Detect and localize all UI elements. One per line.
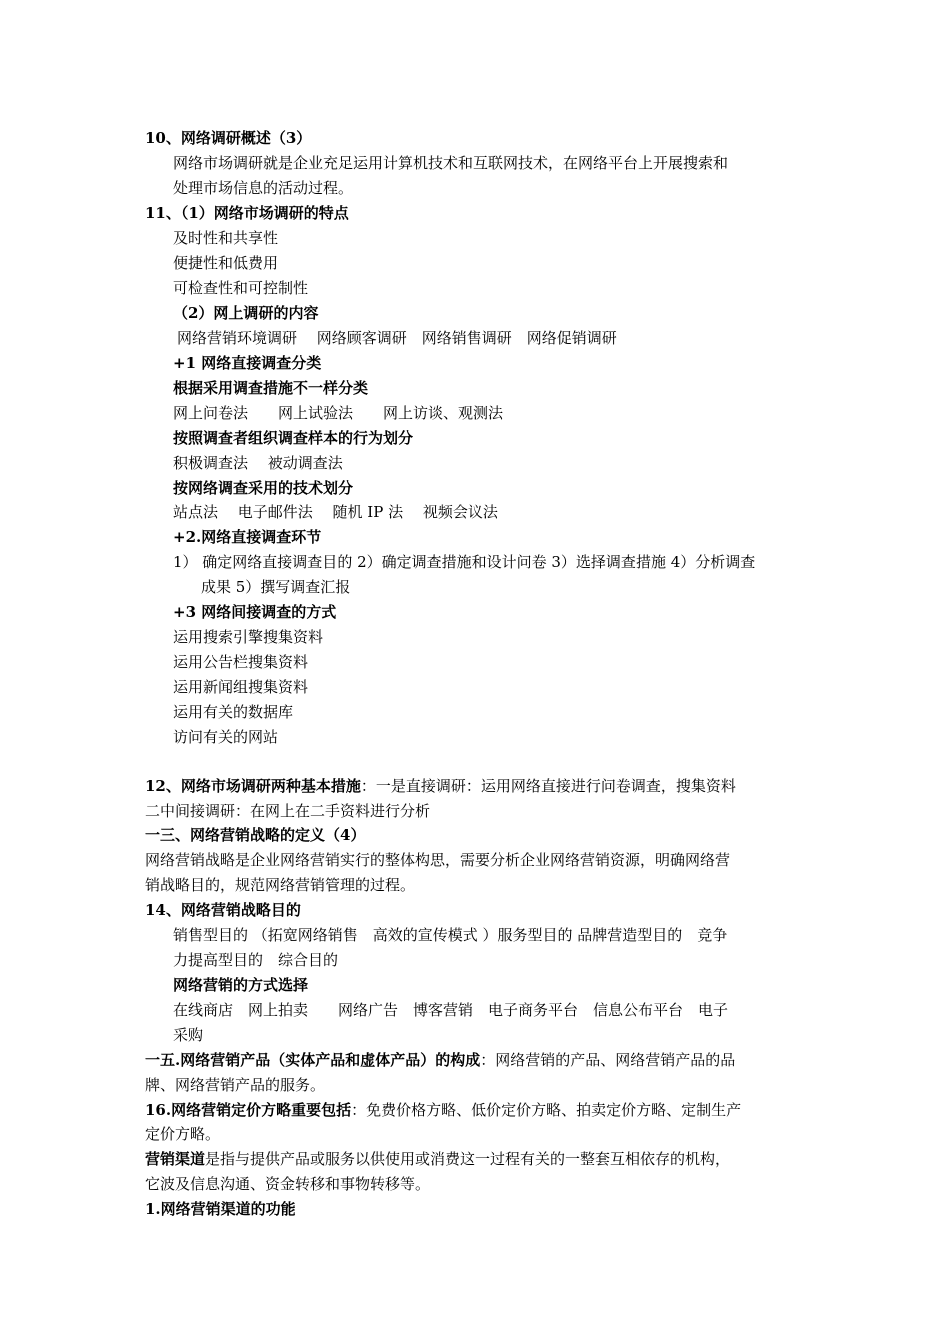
list-item: 及时性和共享性 [173, 229, 279, 247]
list-item: 运用新闻组搜集资料 [173, 678, 309, 696]
subheading: 根据采用调查措施不一样分类 [173, 379, 369, 397]
list-item: 可检查性和可控制性 [173, 279, 309, 297]
list-item: 便捷性和低费用 [173, 254, 279, 272]
heading-channel-function: 1.网络营销渠道的功能 [145, 1200, 296, 1218]
text-line: 销战略目的，规范网络营销管理的过程。 [145, 876, 416, 894]
heading-11: 11、（1）网络市场调研的特点 [145, 204, 349, 222]
list-item: 访问有关的网站 [173, 728, 279, 746]
text-line: 采购 [173, 1026, 204, 1044]
text-line: 二中间接调研：在网上在二手资料进行分析 [145, 802, 431, 820]
text-line: 积极调查法 被动调查法 [173, 454, 343, 472]
text-line: 1） 确定网络直接调查目的 2）确定调查措施和设计问卷 3）选择调查措施 4）分析调查 [173, 553, 756, 571]
list-item: 运用搜索引擎搜集资料 [173, 628, 324, 646]
text-line: 网络营销环境调研 网络顾客调研 网络销售调研 网络促销调研 [177, 329, 617, 347]
subheading: 按网络调查采用的技术划分 [173, 479, 354, 497]
text-line: 处理市场信息的活动过程。 [173, 179, 354, 197]
list-item: 运用公告栏搜集资料 [173, 653, 309, 671]
text-line: 定价方略。 [145, 1125, 221, 1143]
subheading: 网络营销的方式选择 [173, 976, 309, 994]
subheading: +3 网络间接调查的方式 [173, 603, 337, 621]
text-line: 网上问卷法 网上试验法 网上访谈、观测法 [173, 404, 504, 422]
subheading: +1 网络直接调查分类 [173, 354, 322, 372]
paragraph-12: 12、网络市场调研两种基本措施：一是直接调研：运用网络直接进行问卷调查，搜集资料 [145, 777, 736, 795]
text-line: 销售型目的 （拓宽网络销售 高效的宣传模式 ）服务型目的 品牌营造型目的 竞争 [173, 926, 728, 944]
subheading: 按照调查者组织调查样本的行为划分 [173, 429, 414, 447]
text-line: 它波及信息沟通、资金转移和事物转移等。 [145, 1175, 431, 1193]
heading-14: 14、网络营销战略目的 [145, 901, 301, 919]
text-line: 在线商店 网上拍卖 网络广告 博客营销 电子商务平台 信息公布平台 电子 [173, 1001, 729, 1019]
paragraph-16: 16.网络营销定价方略重要包括：免费价格方略、低价定价方略、拍卖定价方略、定制生产 [145, 1101, 742, 1119]
subheading: （2）网上调研的内容 [173, 304, 319, 322]
list-item: 运用有关的数据库 [173, 703, 294, 721]
heading-10: 10、网络调研概述（3） [145, 129, 312, 147]
text-line: 力提高型目的 综合目的 [173, 951, 339, 969]
paragraph-channel: 营销渠道是指与提供产品或服务以供使用或消费这一过程有关的一整套互相依存的机构， [145, 1150, 731, 1168]
heading-13: 一三、网络营销战略的定义（4） [145, 826, 366, 844]
text-line: 牌、网络营销产品的服务。 [145, 1076, 326, 1094]
text-line: 网络市场调研就是企业充足运用计算机技术和互联网技术，在网络平台上开展搜索和 [173, 154, 729, 172]
text-line: 成果 5）撰写调查汇报 [201, 578, 351, 596]
text-line: 站点法 电子邮件法 随机 IP 法 视频会议法 [173, 503, 498, 521]
text-line: 网络营销战略是企业网络营销实行的整体构思，需要分析企业网络营销资源，明确网络营 [145, 851, 731, 869]
paragraph-15: 一五.网络营销产品（实体产品和虚体产品）的构成：网络营销的产品、网络营销产品的品 [145, 1051, 736, 1069]
subheading: +2.网络直接调查环节 [173, 528, 322, 546]
